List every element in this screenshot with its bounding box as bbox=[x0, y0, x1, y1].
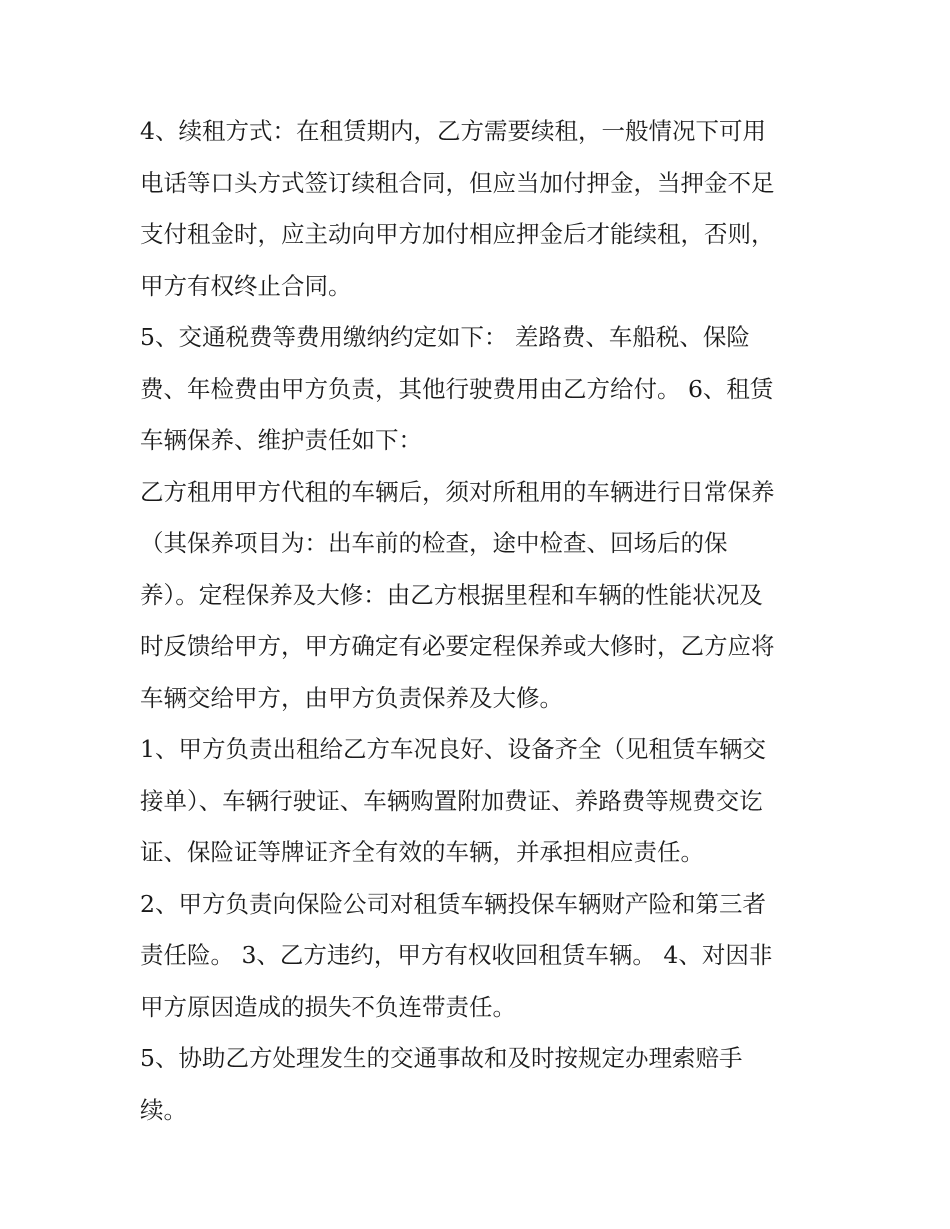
text-line: 车辆保养、维护责任如下： bbox=[140, 426, 422, 454]
text-line: （其保养项目为：出车前的检查，途中检查、回场后的保 bbox=[140, 529, 728, 557]
text-line: 5、交通税费等费用缴纳约定如下： 差路费、车船税、保险 bbox=[140, 323, 750, 351]
text-line: 甲方有权终止合同。 bbox=[140, 271, 352, 300]
text-line: 2、甲方负责向保险公司对租赁车辆投保车辆财产险和第三者 bbox=[140, 889, 766, 918]
document-body bbox=[140, 106, 830, 1136]
text-line: 续。 bbox=[140, 1095, 187, 1124]
text-line: 车辆交给甲方，由甲方负责保养及大修。 bbox=[140, 683, 563, 712]
text-line: 4、续租方式：在租赁期内，乙方需要续租，一般情况下可用 bbox=[140, 117, 766, 145]
text-line: 养）。定程保养及大修：由乙方根据里程和车辆的性能状况及 bbox=[140, 580, 763, 609]
text-line: 乙方租用甲方代租的车辆后，须对所租用的车辆进行日常保养 bbox=[140, 477, 775, 506]
text-line: 电话等口头方式签订续租合同，但应当加付押金，当押金不足 bbox=[140, 168, 775, 197]
text-line: 费、年检费由甲方负责，其他行驶费用由乙方给付。 6、租赁 bbox=[140, 374, 774, 403]
text-line: 接单）、车辆行驶证、车辆购置附加费证、养路费等规费交讫 bbox=[140, 786, 763, 815]
text-line: 5、协助乙方处理发生的交通事故和及时按规定办理索赔手 bbox=[140, 1044, 743, 1072]
text-line: 责任险。 3、乙方违约，甲方有权收回租赁车辆。 4、对因非 bbox=[140, 941, 773, 969]
text-line: 1、甲方负责出租给乙方车况良好、设备齐全（见租赁车辆交 bbox=[140, 735, 766, 763]
text-line: 证、保险证等牌证齐全有效的车辆，并承担相应责任。 bbox=[140, 838, 704, 866]
text-line: 支付租金时，应主动向甲方加付相应押金后才能续租，否则， bbox=[140, 220, 775, 248]
text-line: 时反馈给甲方，甲方确定有必要定程保养或大修时，乙方应将 bbox=[140, 632, 775, 660]
text-line: 甲方原因造成的损失不负连带责任。 bbox=[140, 992, 516, 1021]
